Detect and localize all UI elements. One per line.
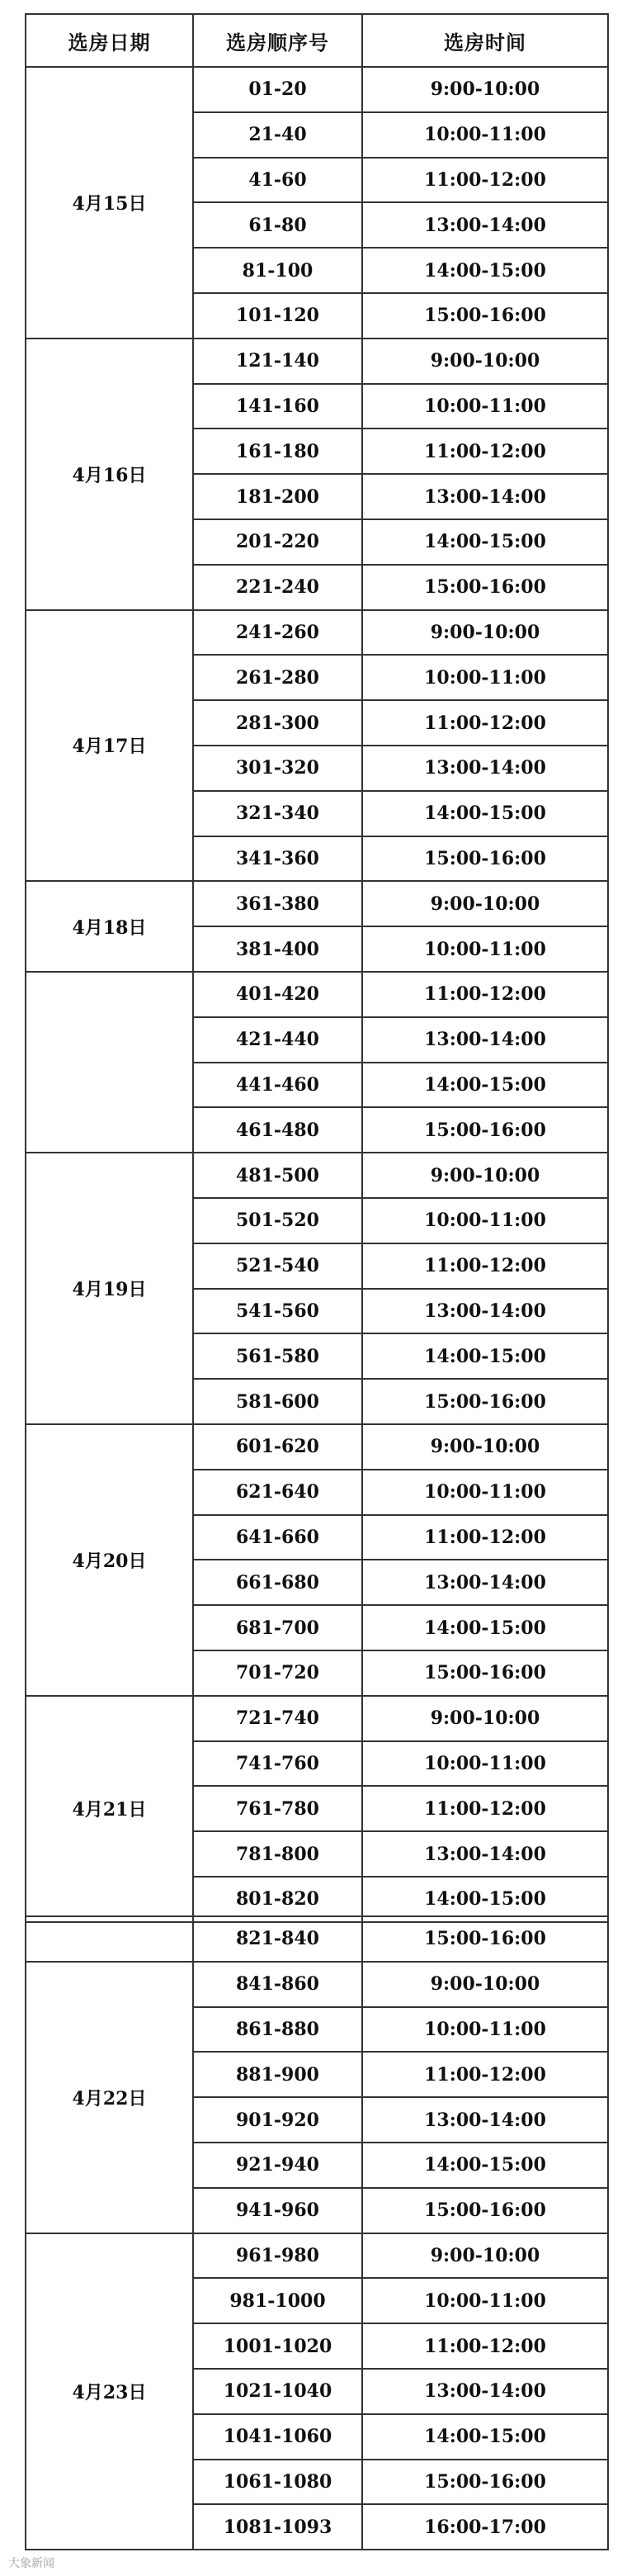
sequence-cell: 301-320 — [193, 746, 362, 791]
sequence-cell: 981-1000 — [193, 2278, 362, 2323]
table-row — [26, 1153, 608, 1198]
date-cell: 4月20日 — [26, 1424, 193, 1696]
time-cell: 10:00-11:00 — [362, 2278, 608, 2323]
sequence-cell: 481-500 — [193, 1153, 362, 1198]
sequence-cell: 681-700 — [193, 1605, 362, 1650]
time-cell: 13:00-14:00 — [362, 2369, 608, 2414]
time-cell: 10:00-11:00 — [362, 655, 608, 700]
sequence-cell: 341-360 — [193, 836, 362, 882]
time-cell: 13:00-14:00 — [362, 746, 608, 791]
sequence-cell: 801-820 — [193, 1877, 362, 1922]
sequence-cell: 541-560 — [193, 1289, 362, 1334]
sequence-cell: 741-760 — [193, 1741, 362, 1787]
column-header: 选房时间 — [362, 14, 608, 67]
sequence-cell: 861-880 — [193, 2007, 362, 2053]
sequence-cell: 121-140 — [193, 339, 362, 384]
time-cell: 10:00-11:00 — [362, 1198, 608, 1243]
sequence-cell: 1041-1060 — [193, 2414, 362, 2460]
sequence-cell: 361-380 — [193, 881, 362, 926]
time-cell: 14:00-15:00 — [362, 1333, 608, 1379]
table-row — [26, 67, 608, 112]
sequence-cell: 581-600 — [193, 1379, 362, 1424]
sequence-cell: 421-440 — [193, 1017, 362, 1063]
time-cell: 11:00-12:00 — [362, 2052, 608, 2097]
time-cell: 14:00-15:00 — [362, 248, 608, 293]
date-cell: 4月23日 — [26, 2233, 193, 2550]
sequence-cell: 501-520 — [193, 1198, 362, 1243]
sequence-cell: 1061-1080 — [193, 2460, 362, 2505]
time-cell: 15:00-16:00 — [362, 565, 608, 610]
time-cell: 10:00-11:00 — [362, 1470, 608, 1515]
time-cell: 13:00-14:00 — [362, 1831, 608, 1877]
time-cell: 14:00-15:00 — [362, 519, 608, 565]
sequence-cell: 901-920 — [193, 2097, 362, 2143]
sequence-cell: 441-460 — [193, 1063, 362, 1108]
sequence-cell: 701-720 — [193, 1650, 362, 1696]
date-cell: 4月17日 — [26, 610, 193, 882]
time-cell: 13:00-14:00 — [362, 1289, 608, 1334]
watermark: 大象新闻 — [8, 2557, 54, 2570]
header-row — [26, 14, 608, 67]
time-cell: 11:00-12:00 — [362, 2323, 608, 2369]
date-cell: 4月16日 — [26, 339, 193, 610]
time-cell: 9:00-10:00 — [362, 1696, 608, 1741]
sequence-cell: 561-580 — [193, 1333, 362, 1379]
table-row — [26, 972, 608, 1017]
sequence-cell: 141-160 — [193, 384, 362, 429]
time-cell: 11:00-12:00 — [362, 1243, 608, 1289]
time-cell: 10:00-11:00 — [362, 2007, 608, 2053]
time-cell: 14:00-15:00 — [362, 1063, 608, 1108]
sequence-cell: 521-540 — [193, 1243, 362, 1289]
sequence-cell: 641-660 — [193, 1515, 362, 1560]
time-cell: 11:00-12:00 — [362, 700, 608, 746]
sequence-cell: 321-340 — [193, 791, 362, 836]
time-cell: 13:00-14:00 — [362, 1560, 608, 1605]
sequence-cell: 81-100 — [193, 248, 362, 293]
time-cell: 10:00-11:00 — [362, 384, 608, 429]
table-row — [26, 610, 608, 656]
sequence-cell: 921-940 — [193, 2143, 362, 2188]
date-cell: 4月19日 — [26, 1153, 193, 1424]
column-header: 选房顺序号 — [193, 14, 362, 67]
sequence-cell: 961-980 — [193, 2233, 362, 2279]
sequence-cell: 61-80 — [193, 202, 362, 248]
sequence-cell: 781-800 — [193, 1831, 362, 1877]
time-cell: 9:00-10:00 — [362, 1962, 608, 2007]
sequence-cell: 401-420 — [193, 972, 362, 1017]
time-cell: 15:00-16:00 — [362, 1379, 608, 1424]
time-cell: 11:00-12:00 — [362, 972, 608, 1017]
table-row — [26, 339, 608, 384]
table-row — [26, 2233, 608, 2279]
column-header: 选房日期 — [26, 14, 193, 67]
time-cell: 11:00-12:00 — [362, 429, 608, 474]
sequence-cell: 281-300 — [193, 700, 362, 746]
date-cell: 4月22日 — [26, 1962, 193, 2233]
sequence-cell: 1001-1020 — [193, 2323, 362, 2369]
sequence-cell: 1081-1093 — [193, 2504, 362, 2550]
time-cell: 13:00-14:00 — [362, 1017, 608, 1063]
date-cell: 4月15日 — [26, 67, 193, 339]
sequence-cell: 201-220 — [193, 519, 362, 565]
time-cell: 11:00-12:00 — [362, 1515, 608, 1560]
schedule-table — [25, 971, 609, 1923]
time-cell: 9:00-10:00 — [362, 339, 608, 384]
time-cell: 9:00-10:00 — [362, 1153, 608, 1198]
date-cell: 4月18日 — [26, 881, 193, 972]
sequence-cell: 941-960 — [193, 2188, 362, 2233]
time-cell: 10:00-11:00 — [362, 1741, 608, 1787]
time-cell: 10:00-11:00 — [362, 926, 608, 972]
time-cell: 9:00-10:00 — [362, 1424, 608, 1470]
time-cell: 15:00-16:00 — [362, 293, 608, 339]
date-cell: 4月21日 — [26, 1696, 193, 1922]
time-cell: 10:00-11:00 — [362, 112, 608, 158]
time-cell: 14:00-15:00 — [362, 1605, 608, 1650]
time-cell: 15:00-16:00 — [362, 1650, 608, 1696]
time-cell: 16:00-17:00 — [362, 2504, 608, 2550]
sequence-cell: 161-180 — [193, 429, 362, 474]
time-cell: 15:00-16:00 — [362, 1916, 608, 1962]
table-row — [26, 1962, 608, 2007]
sequence-cell: 181-200 — [193, 474, 362, 519]
date-cell — [26, 1916, 193, 1962]
time-cell: 13:00-14:00 — [362, 202, 608, 248]
sequence-cell: 01-20 — [193, 67, 362, 112]
time-cell: 13:00-14:00 — [362, 2097, 608, 2143]
sequence-cell: 101-120 — [193, 293, 362, 339]
time-cell: 14:00-15:00 — [362, 2143, 608, 2188]
time-cell: 14:00-15:00 — [362, 791, 608, 836]
time-cell: 11:00-12:00 — [362, 1786, 608, 1831]
time-cell: 11:00-12:00 — [362, 158, 608, 203]
table-row — [26, 1696, 608, 1741]
time-cell: 13:00-14:00 — [362, 474, 608, 519]
sequence-cell: 721-740 — [193, 1696, 362, 1741]
sequence-cell: 41-60 — [193, 158, 362, 203]
time-cell: 9:00-10:00 — [362, 67, 608, 112]
sequence-cell: 261-280 — [193, 655, 362, 700]
sequence-cell: 241-260 — [193, 610, 362, 656]
schedule-table — [25, 13, 609, 973]
sequence-cell: 881-900 — [193, 2052, 362, 2097]
time-cell: 9:00-10:00 — [362, 610, 608, 656]
time-cell: 9:00-10:00 — [362, 2233, 608, 2279]
sequence-cell: 821-840 — [193, 1916, 362, 1962]
sequence-cell: 601-620 — [193, 1424, 362, 1470]
time-cell: 9:00-10:00 — [362, 881, 608, 926]
table-row — [26, 1916, 608, 1962]
table-row — [26, 1424, 608, 1470]
time-cell: 14:00-15:00 — [362, 1877, 608, 1922]
time-cell: 15:00-16:00 — [362, 1107, 608, 1153]
table-row — [26, 881, 608, 926]
sequence-cell: 761-780 — [193, 1786, 362, 1831]
sequence-cell: 461-480 — [193, 1107, 362, 1153]
time-cell: 15:00-16:00 — [362, 2188, 608, 2233]
sequence-cell: 661-680 — [193, 1560, 362, 1605]
sequence-cell: 21-40 — [193, 112, 362, 158]
sequence-cell: 841-860 — [193, 1962, 362, 2007]
sequence-cell: 221-240 — [193, 565, 362, 610]
time-cell: 15:00-16:00 — [362, 2460, 608, 2505]
time-cell: 15:00-16:00 — [362, 836, 608, 882]
schedule-table — [25, 1915, 609, 2550]
date-cell — [26, 972, 193, 1153]
sequence-cell: 1021-1040 — [193, 2369, 362, 2414]
sequence-cell: 621-640 — [193, 1470, 362, 1515]
sequence-cell: 381-400 — [193, 926, 362, 972]
time-cell: 14:00-15:00 — [362, 2414, 608, 2460]
